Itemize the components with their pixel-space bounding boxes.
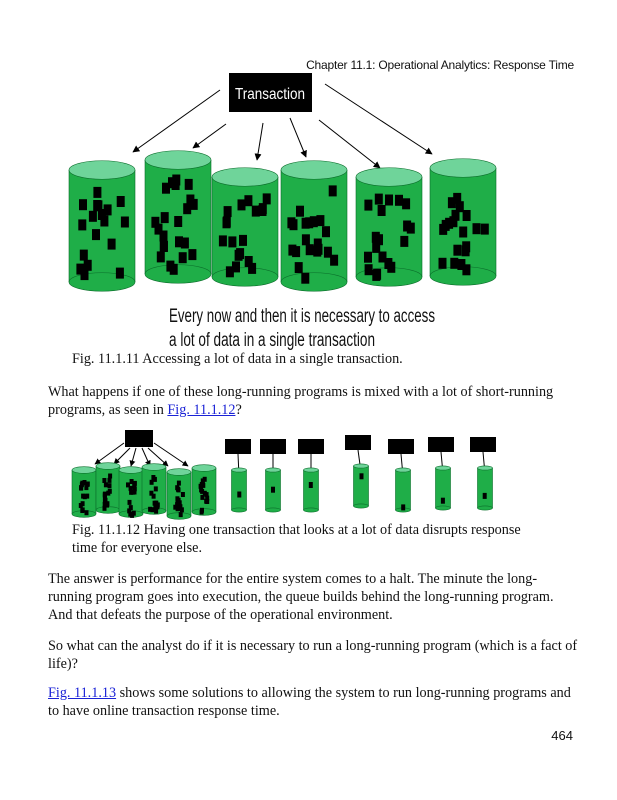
record-block [81, 501, 85, 506]
record-block [204, 499, 208, 504]
record-block [108, 474, 112, 479]
short-transaction-5 [388, 439, 414, 512]
paragraph-3: So what can the analyst do if it is necessary to run a long-running program (which is a fact of life)? [48, 638, 578, 672]
small-cylinder-6 [192, 465, 216, 516]
record-block [108, 489, 112, 494]
paragraph-4: Fig. 11.1.13 shows some solutions to allowing the system to run long-running programs and to have online transaction response time. [48, 685, 571, 719]
short-cylinder-2 [266, 468, 281, 512]
record-block [85, 510, 89, 515]
record-block [83, 494, 87, 499]
record-block [179, 512, 183, 517]
short-cylinder-5 [396, 468, 411, 512]
small-cylinder-3 [119, 467, 143, 518]
record-block [131, 490, 135, 495]
short-cylinder-7 [478, 466, 493, 510]
small-cylinder-2 [96, 463, 120, 514]
record-block [309, 482, 313, 488]
record-block [360, 473, 364, 479]
long-transaction-box [125, 430, 153, 447]
record-block [150, 480, 154, 485]
record-block [181, 492, 185, 497]
record-block [177, 498, 181, 503]
record-block [81, 507, 85, 512]
fig-11-1-13-link[interactable]: Fig. 11.1.13 [48, 685, 117, 701]
small-cylinder-1 [72, 467, 96, 518]
record-block [79, 485, 83, 490]
small-cylinder-5 [167, 469, 191, 520]
record-block [401, 504, 405, 510]
record-block [129, 505, 133, 510]
record-block [149, 491, 153, 496]
record-block [102, 478, 106, 483]
short-cylinder-3 [304, 468, 319, 512]
figure1-caption: Fig. 11.1.11 Accessing a lot of data in a single transaction. [72, 351, 403, 367]
record-block [237, 492, 241, 498]
short-cylinder-6 [436, 466, 451, 510]
short-transaction-7 [470, 437, 496, 510]
record-block [441, 498, 445, 504]
transaction-box-label: Transaction [235, 86, 305, 103]
short-transaction-2 [260, 439, 286, 512]
record-block [154, 486, 158, 491]
short-transaction-3 [298, 439, 324, 512]
record-block [271, 487, 275, 493]
short-transaction-1 [225, 439, 251, 512]
short-cylinder-4 [354, 464, 369, 508]
record-block [177, 481, 181, 486]
record-block [104, 482, 108, 487]
record-block [483, 493, 487, 499]
record-block [108, 483, 112, 488]
chapter-header: Chapter 11.1: Operational Analytics: Response Time [306, 58, 574, 72]
record-block [103, 493, 107, 498]
record-block [132, 484, 136, 489]
record-block [83, 480, 87, 485]
fig1-callout-line2: a lot of data in a single transaction [169, 330, 375, 351]
record-block [200, 508, 204, 513]
short-transaction-6 [428, 437, 454, 510]
page-number: 464 [551, 728, 573, 743]
record-block [105, 501, 109, 506]
record-block [153, 505, 157, 510]
figure2-caption: Fig. 11.1.12 Having one transaction that looks at a lot of data disrupts response time for everyone else. [72, 522, 521, 556]
record-block [200, 495, 204, 500]
record-block [130, 513, 134, 518]
record-block [200, 482, 204, 487]
record-block [148, 507, 152, 512]
fig1-callout-line1: Every now and then it is necessary to access [169, 306, 435, 327]
record-block [128, 500, 132, 505]
record-block [126, 482, 130, 487]
paragraph-1: What happens if one of these long-running programs is mixed with a lot of short-running programs, as seen in Fig. 11.1.12? [48, 384, 554, 418]
record-block [108, 478, 112, 483]
short-transaction-4 [345, 435, 371, 508]
short-cylinder-1 [232, 468, 247, 512]
record-block [175, 485, 179, 490]
record-block [203, 477, 207, 482]
record-block [173, 505, 177, 510]
small-cylinder-4 [142, 464, 166, 515]
paragraph-2: The answer is performance for the entire system comes to a halt. The minute the long-running program goes into execution, the queue builds behind the long-running program. And that defeats the purpose of the operational environment. [48, 571, 554, 623]
record-block [200, 489, 204, 494]
fig-11-1-12-link[interactable]: Fig. 11.1.12 [167, 402, 236, 418]
